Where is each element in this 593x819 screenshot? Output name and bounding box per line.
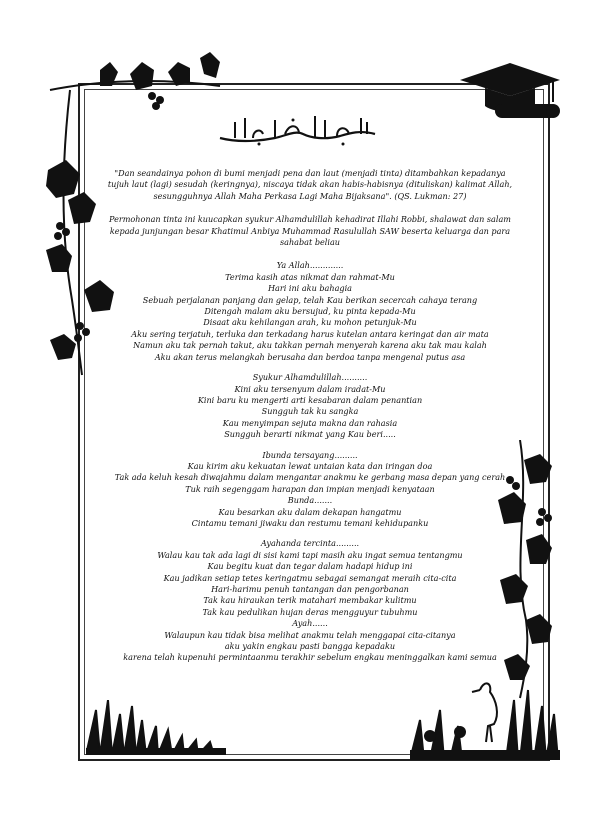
poem-line: Syukur Alhamdulillah.......... [252,372,368,383]
poem-line: Ditengah malam aku bersujud, ku pinta kepada-Mu [204,306,416,317]
poem-line: Tak ada keluh kesah diwajahmu dalam mengantar anakmu ke gerbang masa depan yang cerah [114,472,506,483]
poem-line: Aku akan terus melangkah berusaha dan berdoa tanpa mengenal putus asa [154,351,466,362]
poem-line: Sebuah perjalanan panjang dan gelap, telah Kau berikan secercah cahaya terang [142,294,478,305]
heron-grass-bottom-right-icon [410,670,560,760]
poem-line: Disaat aku kehilangan arah, ku mohon petunjuk-Mu [203,317,417,328]
poem-line: Hari-harimu penuh tantangan dan pengorbanan [211,584,409,594]
poem-line: Aku sering terjatuh, terluka dan terkadang harus kutelan antara keringat dan air mata [131,328,489,339]
stanza-ibunda [106,450,514,530]
poem-line: karena telah kupenuhi permintaanmu terakhir sebelum engkau meninggalkan kami semua [123,652,497,663]
poem-line: Namun aku tak pernah takut, aku takkan pernah menyerah karena aku tak mau kalah [133,340,487,351]
stanza-syukur [106,372,514,440]
poem-line: Terima kasih atas nikmat dan rahmat-Mu [225,271,395,282]
poem-line: Kau jadikan setiap tetes keringatmu sebagai semangat meraih cita-cita [163,572,457,583]
poem-line: Sungguh berarti nikmat yang Kau beri..... [224,429,396,440]
poem-line: Sungguh tak ku sangka [261,406,359,417]
poem-line: Ayah...... [292,618,328,629]
basmala-calligraphy-icon [215,108,380,148]
poem-line: Kau kirim aku kekuatan lewat untaian kata dan iringan doa [187,460,433,471]
poem-content [106,168,514,673]
poem-line: Kau menyimpan sejuta makna dan rahasia [222,417,398,428]
stanza-ya-allah [106,260,514,363]
poem-line: aku yakin engkau pasti bangga kepadaku [224,641,396,652]
grass-bottom-left-icon [86,700,226,755]
poem-line: Walaupun kau tidak bisa melihat anakmu telah menggapai cita-citanya [164,629,456,640]
poem-line: Walau kau tak ada lagi di sisi kami tapi masih aku ingat semua tentangmu [157,549,463,560]
poem-line: Ibunda tersayang......... [262,449,358,460]
poem-line: Bunda....... [287,495,333,506]
poem-line: Tak kau pedulikan hujan deras mengguyur tubuhmu [202,606,418,617]
poem-line: Ya Allah............. [276,260,344,271]
poem-line: Kini aku tersenyum dalam iradat-Mu [234,383,386,394]
poem-line: Kau begitu kuat dan tegar dalam hadapi hidup ini [207,561,413,572]
quran-quote: "Dan seandainya pohon di bumi menjadi pena dan laut (menjadi tinta) ditambahkan kepadanya tujuh laut (lagi) sesudah (keringnya), niscaya tidak akan habis-habisnya (dituliskan) kalimat Allah, sesungguhnya Allah Maha Perkasa Lagi Maha Bijaksana". (QS. Lukman: 27) [107,168,513,201]
poem-line: Cintamu temani jiwaku dan restumu temani kehidupanku [191,517,429,528]
poem-line: Tuk raih segenggam harapan dan impian menjadi kenyataan [185,483,435,494]
poem-line: Tak kau hiraukan terik matahari membakar kulitmu [203,595,417,606]
graduation-cap-icon [455,58,565,138]
poem-line: Hari ini aku bahagia [267,283,353,294]
poem-line: Kau besarkan aku dalam dekapan hangatmu [218,506,402,517]
stanza-ayahanda [106,538,514,663]
poem-line: Kini baru ku mengerti arti kesabaran dalam penantian [197,394,423,405]
intro-paragraph: Permohonan tinta ini kuucapkan syukur Alhamdulillah kehadirat Illahi Robbi, shalawat dan salam kepada junjungan besar Khatimul Anbiya Muhammad Rasulullah SAW beserta keluarga dan para sahabat beliau [109,214,511,248]
poem-line: Ayahanda tercinta......... [260,538,360,549]
